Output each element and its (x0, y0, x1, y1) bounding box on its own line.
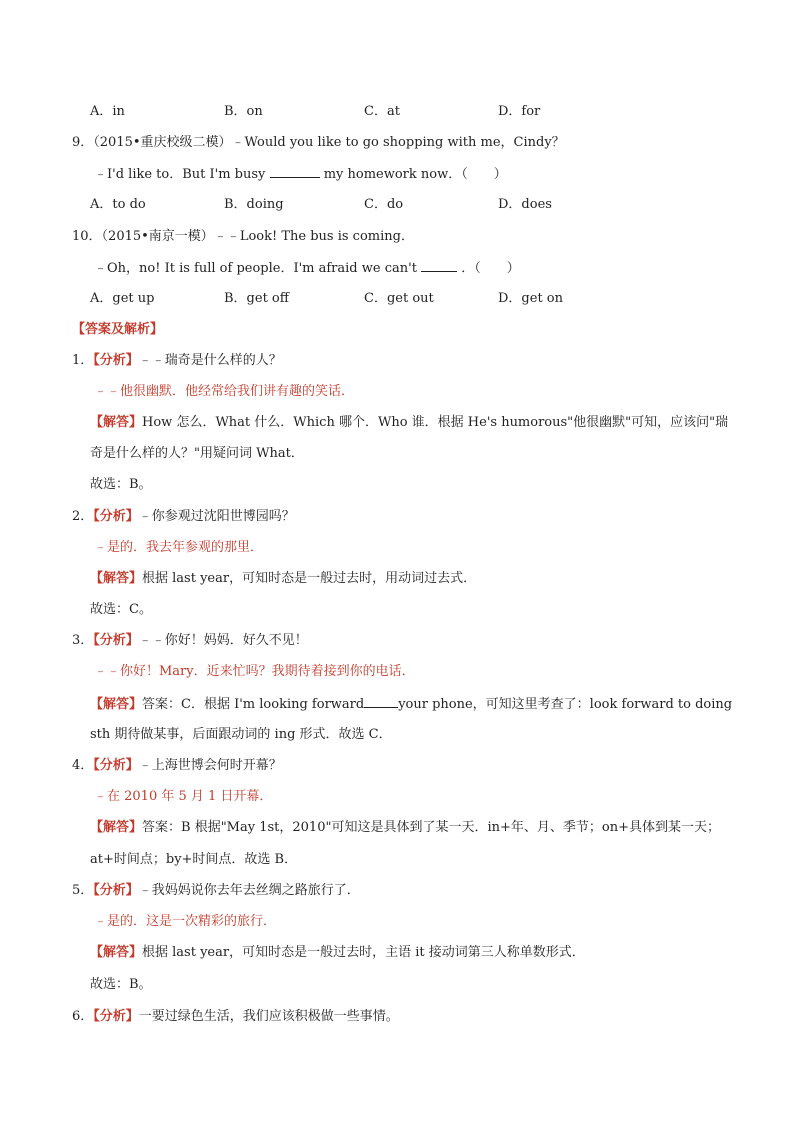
a1-jieda-tag: 【解答】 (90, 415, 143, 430)
q10-option-b: B．get off (224, 291, 289, 306)
a6-analysis (72, 1008, 399, 1026)
q10-prompt (72, 228, 414, 246)
a2-solution (90, 570, 476, 588)
q9-line1: ﹣Would you like to go shopping with me，Cindy？ (231, 135, 565, 150)
q9-blank (270, 165, 320, 178)
q10-line2-post: ．（ ） (461, 261, 520, 276)
q9-option-d: D．does (498, 197, 552, 212)
a1-solution (90, 414, 728, 432)
a1-analysis (72, 352, 282, 370)
a5-jieda-tag: 【解答】 (90, 945, 143, 960)
a4-analysis (72, 757, 282, 775)
a1-choice: 故选：B。 (90, 477, 152, 492)
a1-reply: ﹣﹣他很幽默．他经常给我们讲有趣的笑话． (94, 384, 355, 399)
a5-jieda: 根据 last year，可知时态是一般过去时，主语 it 接动词第三人称单数形式． (142, 945, 585, 960)
q10-source: （2015•南京一模） (101, 229, 214, 244)
a4-jieda-tag: 【解答】 (90, 820, 143, 835)
a3-analysis (72, 632, 308, 650)
a1-number: 1． (72, 353, 94, 368)
a5-choice: 故选：B。 (90, 977, 152, 992)
a3-question: ﹣﹣你好！妈妈．好久不见！ (138, 633, 308, 648)
a4-jieda-l1: 答案：B 根据"May 1st，2010"可知这是具体到了某一天．in+年、月、季节；on+具体到某一天； (142, 820, 720, 835)
q10-line2-pre: ﹣Oh，no! It is full of people．I'm afraid we can't (94, 261, 417, 276)
q10-option-c: C．get out (364, 291, 434, 306)
q8-option-b: B．on (224, 104, 263, 119)
q9-option-b: B．doing (224, 197, 284, 212)
q9-line2-post: my homework now．（ ） (323, 167, 507, 182)
q10-number: 10． (72, 229, 102, 244)
a3-jieda-l2: sth 期待做某事，后面跟动词的 ing 形式．故选 C． (90, 727, 392, 742)
q8-option-a: A．in (90, 104, 125, 119)
a4-question: ﹣上海世博会何时开幕？ (138, 758, 282, 773)
a2-number: 2． (72, 509, 94, 524)
q9-prompt (72, 134, 565, 152)
a5-fenxi-tag: 【分析】 (93, 883, 139, 898)
q9-source: （2015•重庆校级二模） (93, 135, 232, 150)
a3-solution (90, 695, 732, 714)
a4-reply: ﹣在 2010 年 5 月 1 日开幕． (94, 789, 273, 804)
answers-header: 【答案及解析】 (72, 322, 164, 337)
a2-jieda: 根据 last year，可知时态是一般过去时，用动词过去式． (142, 571, 477, 586)
q8-option-c: C．at (364, 104, 400, 119)
q9-number: 9． (72, 135, 94, 150)
a5-number: 5． (72, 883, 94, 898)
a2-fenxi-tag: 【分析】 (93, 509, 139, 524)
a4-jieda-l2: at+时间点；by+时间点．故选 B． (90, 852, 298, 867)
a3-jieda-tag: 【解答】 (90, 697, 143, 712)
a1-jieda-l1: How 怎么．What 什么．Which 哪个．Who 谁．根据 He's humorous"他很幽默"可知，应该问"瑞 (142, 415, 729, 430)
a3-reply: ﹣﹣你好！Mary．近来忙吗？我期待着接到你的电话． (94, 664, 415, 679)
a2-analysis (72, 508, 295, 526)
q10-line1: ﹣﹣Look! The bus is coming． (213, 229, 414, 244)
q10-blank (421, 259, 457, 272)
q9-option-a: A．to do (90, 197, 146, 212)
a5-question: ﹣我妈妈说你去年去丝绸之路旅行了． (138, 883, 360, 898)
a6-fenxi-tag: 【分析】 (93, 1009, 139, 1024)
q10-option-a: A．get up (90, 291, 155, 306)
q9-option-c: C．do (364, 197, 404, 212)
a3-jieda-post: your phone，可知这里考查了：look forward to doing (398, 697, 733, 712)
a2-jieda-tag: 【解答】 (90, 571, 143, 586)
q9-response (94, 165, 507, 184)
a3-jieda-pre: 答案：C．根据 I'm looking forward (142, 697, 365, 712)
a6-number: 6． (72, 1009, 94, 1024)
a4-number: 4． (72, 758, 94, 773)
a1-jieda-l2: 奇是什么样的人？"用疑问词 What． (90, 446, 304, 461)
a6-question: 一要过绿色生活，我们应该积极做一些事情。 (138, 1009, 399, 1024)
a2-question: ﹣你参观过沈阳世博园吗？ (138, 509, 295, 524)
q9-line2-pre: ﹣I'd like to．But I'm busy (94, 167, 266, 182)
a4-solution (90, 819, 720, 837)
q8-option-d: D．for (498, 104, 541, 119)
a5-analysis (72, 882, 360, 900)
a1-question: ﹣﹣瑞奇是什么样的人？ (138, 353, 282, 368)
q10-option-d: D．get on (498, 291, 563, 306)
a3-fenxi-tag: 【分析】 (93, 633, 139, 648)
a5-solution (90, 944, 585, 962)
a1-fenxi-tag: 【分析】 (93, 353, 139, 368)
a5-reply: ﹣是的．这是一次精彩的旅行． (94, 914, 277, 929)
a3-number: 3． (72, 633, 94, 648)
a2-reply: ﹣是的．我去年参观的那里． (94, 540, 264, 555)
a4-fenxi-tag: 【分析】 (93, 758, 139, 773)
a3-blank (364, 695, 398, 708)
q10-response (94, 259, 520, 278)
a2-choice: 故选：C。 (90, 602, 152, 617)
